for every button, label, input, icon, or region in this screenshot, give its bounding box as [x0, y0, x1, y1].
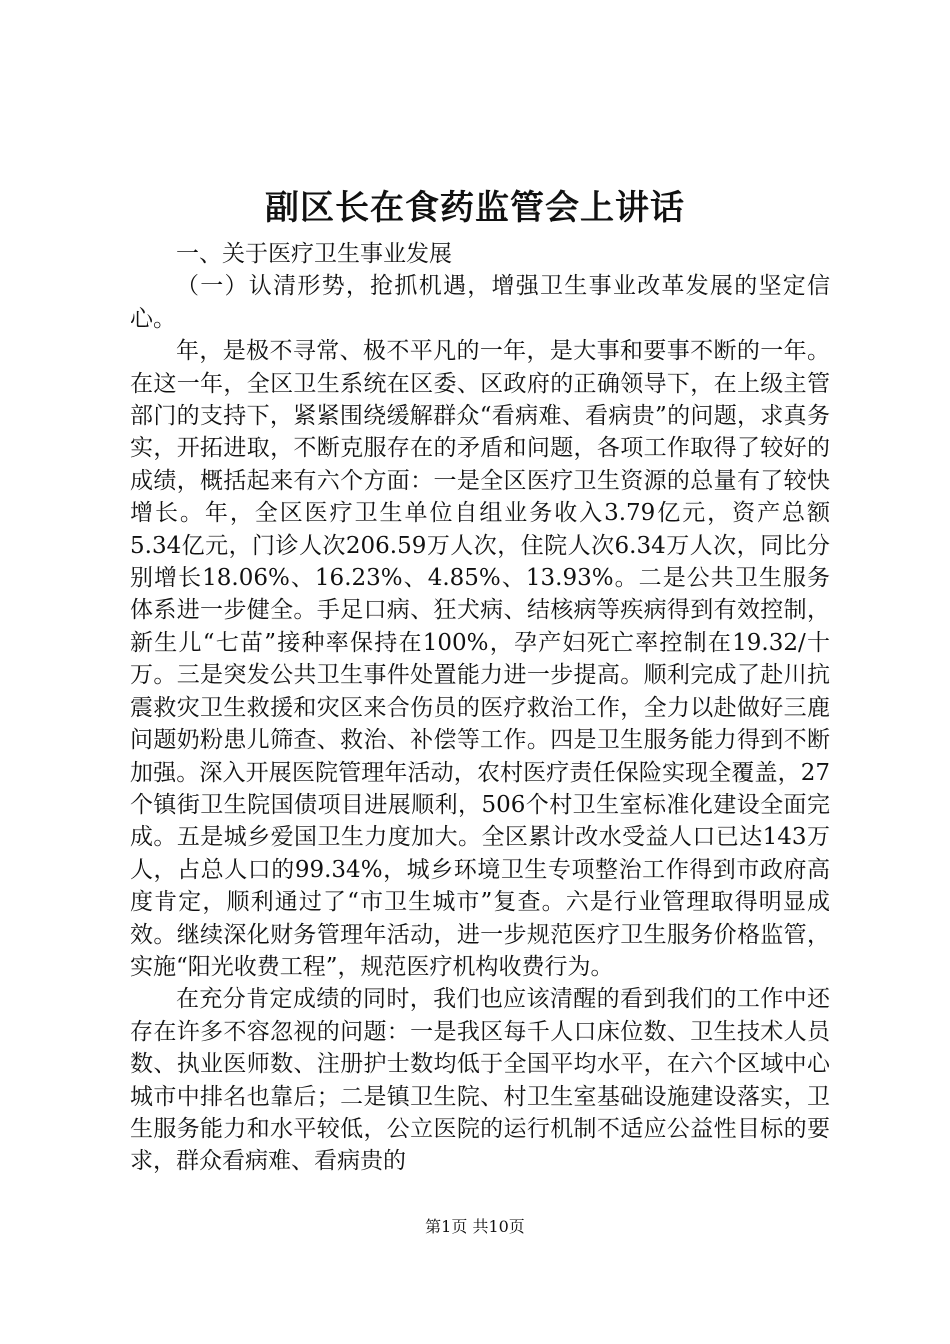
document-title: 副区长在食药监管会上讲话 [265, 188, 685, 228]
body-paragraph: 年，是极不寻常、极不平凡的一年，是大事和要事不断的一年。在这一年，全区卫生系统在区委、区政府的正确领导下，在上级主管部门的支持下，紧紧围绕缓解群众“看病难、看病贵”的问题，求真务实，开拓进取，不断克服存在的矛盾和问题，各项工作取得了较好的成绩，概括起来有六个方面：一是全区医疗卫生资源的总量有了较快增长。年，全区医疗卫生单位自组业务收入3.79亿元，资产总额5.34亿元，门诊人次206.59万人次，住院人次6.34万人次，同比分别增长18.06%、16.23%、4.85%、13.93%。二是公共卫生服务体系进一步健全。手足口病、狂犬病、结核病等疾病得到有效控制，新生儿“七苗”接种率保持在100%，孕产妇死亡率控制在19.32/十万。三是突发公共卫生事件处置能力进一步提高。顺利完成了赴川抗震救灾卫生救援和灾区来合伤员的医疗救治工作，全力以赴做好三鹿问题奶粉患儿筛查、救治、补偿等工作。四是卫生服务能力得到不断加强。深入开展医院管理年活动，农村医疗责任保险实现全覆盖，27个镇街卫生院国债项目进展顺利，506个村卫生室标准化建设全面完成。五是城乡爱国卫生力度加大。全区累计改水受益人口已达143万人，占总人口的99.34%，城乡环境卫生专项整治工作得到市政府高度肯定，顺利通过了“市卫生城市”复查。六是行业管理取得明显成效。继续深化财务管理年活动，进一步规范医疗卫生服务价格监管，实施“阳光收费工程”，规范医疗机构收费行为。 [130, 338, 830, 980]
section-heading: 一、关于医疗卫生事业发展 [176, 241, 452, 267]
page-footer: 第1页 共10页 [425, 1217, 525, 1236]
subsection-heading: （一）认清形势，抢抓机遇，增强卫生事业改革发展的坚定信心。 [130, 273, 830, 332]
document-body [130, 238, 830, 1178]
body-paragraph: 在充分肯定成绩的同时，我们也应该清醒的看到我们的工作中还存在许多不容忽视的问题：一是我区每千人口床位数、卫生技术人员数、执业医师数、注册护士数均低于全国平均水平，在六个区域中心城市中排名也靠后；二是镇卫生院、村卫生室基础设施建设落实，卫生服务能力和水平较低，公立医院的运行机制不适应公益性目标的要求，群众看病难、看病贵的 [130, 986, 830, 1175]
